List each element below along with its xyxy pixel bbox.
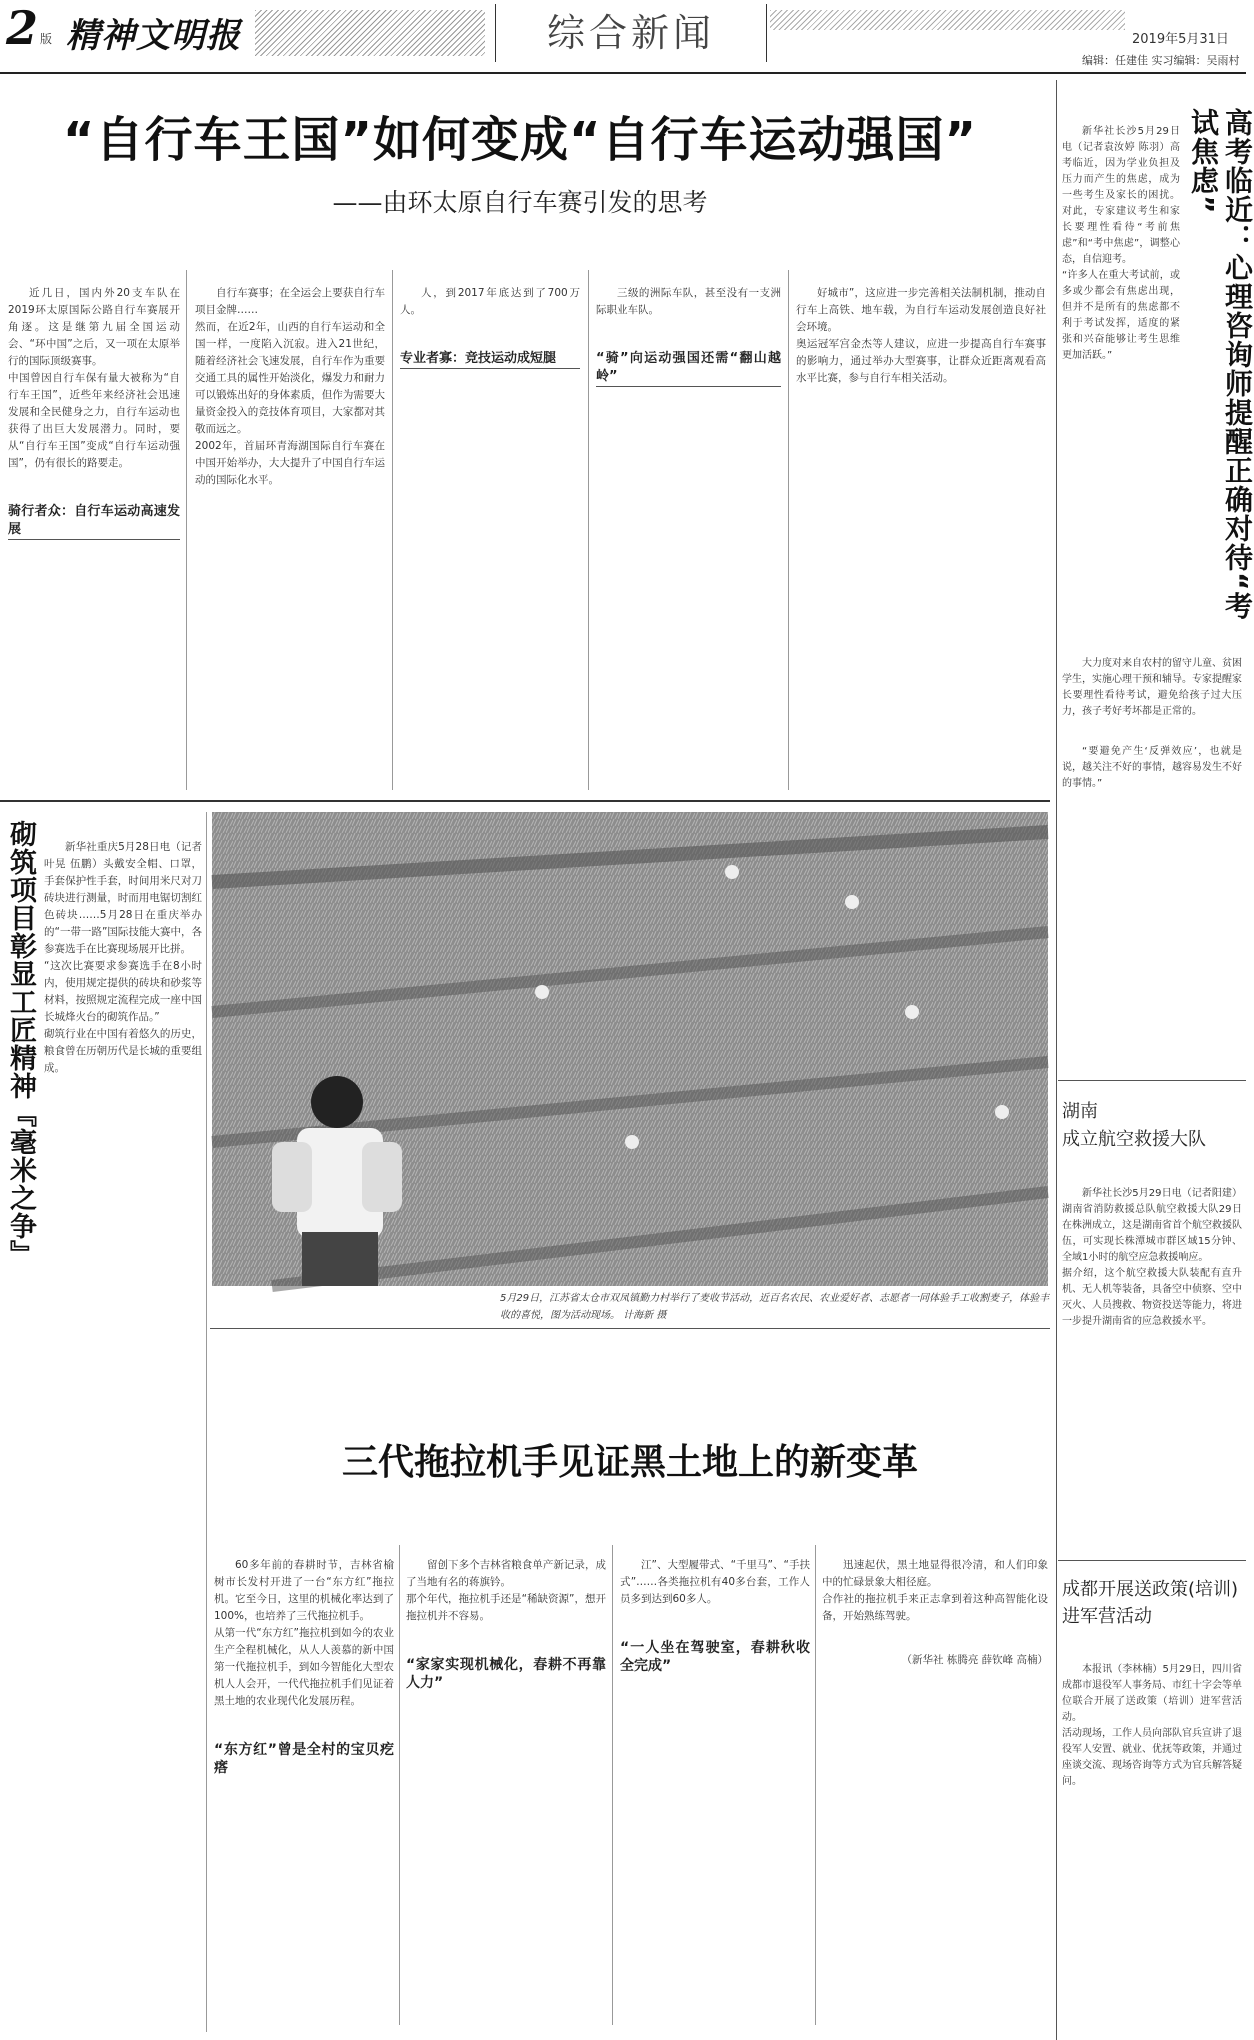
lead-column-1 xyxy=(8,268,180,698)
lead-divider-1 xyxy=(186,270,187,790)
sidebar-middle-quote: “要避免产生‘反弹效应’，也就是说，越关注不好的事情，越容易发生不好的事情。” xyxy=(1062,746,1242,789)
sidebar-middle-text: 大力度对来自农村的留守儿童、贫困学生，实施心理干预和辅导。专家提醒家长要理性看待考试，避免给孩子过大压力，孩子考好考坏都是正常的。 xyxy=(1062,658,1242,717)
section-title: 综合新闻 xyxy=(495,4,767,62)
bottom-subhead-1: “东方红”曾是全村的宝贝疙瘩 xyxy=(214,1742,394,1776)
masthead-rule xyxy=(0,72,1246,74)
bottom-byline: （新华社 栋腾亮 薛钦峰 高楠） xyxy=(901,1654,1048,1666)
lead-column-4-text: 三级的洲际车队，甚至没有一支洲际职业车队。 xyxy=(596,287,781,316)
photo-illustration xyxy=(212,812,1048,1286)
bottom-column-1 xyxy=(214,1540,394,2020)
bottom-column-1-text: 60多年前的春耕时节，吉林省榆树市长发村开进了一台“东方红”拖拉机。它至今日，这里的机械化率达到了100%，也培养了三代拖拉机手。 从第一代“东方红”拖拉机到如今的农业生产全程机械化，从人人羡慕的新中国第一代拖拉机手，到如今智能化大型农机人人会开，一代代拖拉机手们见证着黑土地的农业现代化发展历程。 xyxy=(214,1559,394,1707)
left-feature-body xyxy=(44,822,202,2022)
lead-column-4 xyxy=(596,268,781,788)
lead-subtitle: ——由环太原自行车赛引发的思考 xyxy=(332,188,708,217)
page-number-suffix: 版 xyxy=(40,32,53,46)
chengdu-body xyxy=(1062,1646,1242,2026)
sidebar-rule-2 xyxy=(1058,1560,1246,1561)
bottom-column-3-text: 江”、大型履带式、“千里马”、“手扶式”……各类拖拉机有40多台套，工作人员多到达到60多人。 xyxy=(620,1559,810,1605)
bottom-divider-3 xyxy=(815,1545,816,2025)
hunan-headline: 湖南 成立航空救援大队 xyxy=(1062,1101,1206,1150)
bottom-top-rule xyxy=(210,1328,1050,1329)
lead-column-2 xyxy=(195,268,385,788)
masthead-stripes xyxy=(255,10,485,56)
lead-column-3 xyxy=(400,268,580,788)
lead-subhead-2: 专业者寡：竞技运动成短腿 xyxy=(400,350,580,369)
lead-column-1-text: 近几日，国内外20支车队在2019环太原国际公路自行车赛展开角逐。这是继第九届全国运动会、“环中国”之后，又一项在太原举行的国际顶级赛事。 中国曾因自行车保有量大被称为“自行车王国”，近些年来经济社会迅速发展和全民健身之力，自行车运动也获得了出巨大发展潜力。同时，要从“自行车王国”变成“自行车运动强国”，仍有很长的路要走。 xyxy=(8,287,180,469)
chengdu-headline: 成都开展送政策(培训)进军营活动 xyxy=(1062,1579,1239,1627)
sidebar-top-body xyxy=(1062,108,1180,628)
masthead-stripes-right xyxy=(770,10,1125,30)
bottom-column-4 xyxy=(822,1540,1048,2020)
chengdu-text: 本报讯（李林楠）5月29日，四川省成都市退役军人事务局、市红十字会等单位联合开展了送政策（培训）进军营活动。 活动现场，工作人员向部队官兵宣讲了退役军人安置、就业、优抚等政策，并通过座谈交流、现场咨询等方式为官兵解答疑问。 xyxy=(1062,1664,1242,1787)
bottom-column-4-text: 迅速起伏，黑土地显得很冷清，和人们印象中的忙碌景象大相径庭。 合作社的拖拉机手来正志拿到着这种高智能化设备，开始熟练驾驶。 xyxy=(822,1559,1048,1622)
sidebar-rule-1 xyxy=(1058,1080,1246,1081)
lead-subhead-3: “骑”向运动强国还需“翻山越岭” xyxy=(596,350,781,387)
hunan-body xyxy=(1062,1170,1242,1530)
lead-column-5 xyxy=(796,268,1046,788)
lead-column-2-text: 自行车赛事；在全运会上要获自行车项目金牌…… 然而，在近2年，山西的自行车运动和全国一样，一度陷入沉寂。进入21世纪，随着经济社会飞速发展，自行车作为重要交通工具的属性开始淡化，爆发力和耐力可以锻炼出好的身体素质，但作为需要大量资金投入的竞技体育项目，大家都对其敬而远之。 2002年，首届环青海湖国际自行车赛在中国开始举办，大大提升了中国自行车运动的国际化水平。 xyxy=(195,287,385,486)
lead-headline: “自行车王国”如何变成“自行车运动强国” xyxy=(62,112,978,168)
bottom-subhead-3: “一人坐在驾驶室，春耕秋收全完成” xyxy=(620,1640,810,1674)
left-feature-headline: 砌筑项目彰显工匠精神『毫米之争』 xyxy=(5,820,36,1268)
lead-column-3-text: 人，到2017年底达到了700万人。 xyxy=(400,287,580,316)
lead-divider-2 xyxy=(392,270,393,790)
editor-credits: 编辑：任建佳 实习编辑：吴雨村 xyxy=(1082,54,1240,67)
bottom-divider-1 xyxy=(399,1545,400,2025)
bottom-headline: 三代拖拉机手见证黑土地上的新变革 xyxy=(341,1442,918,1483)
page-number: 2 xyxy=(6,1,39,55)
lead-bottom-rule xyxy=(0,800,1050,802)
hunan-text: 新华社长沙5月29日电（记者阳建）湖南省消防救援总队航空救援大队29日在株洲成立，这是湖南省首个航空救援队伍，可实现长株潭城市群区域15分钟、全域1小时的航空应急救援响应。 据介绍，这个航空救援大队装配有直升机、无人机等装备，具备空中侦察、空中灭火、人员搜救、物资投送等能力，将进一步提升湖南省的应急救援水平。 xyxy=(1062,1188,1242,1327)
sidebar-top-headline: 高考临近：心理咨询师提醒正确对待“考试焦虑” xyxy=(1187,108,1254,621)
bottom-column-2 xyxy=(406,1540,606,2020)
lead-subhead-1: 骑行者众：自行车运动高速发展 xyxy=(8,503,180,540)
news-photo xyxy=(212,812,1048,1286)
sidebar-middle-body xyxy=(1062,640,1242,1040)
left-feature-text: 新华社重庆5月28日电（记者叶晃 伍鹏）头戴安全帽、口罩，手套保护性手套，时间用米尺对刀砖块进行测量，时而用电锯切割红色砖块……5月28日在重庆举办的“一带一路”国际技能大赛中，各参赛选手在比赛现场展开比拼。 “这次比赛要求参赛选手在8小时内，使用规定提供的砖块和砂浆等材料，按照规定流程完成一座中国长城烽火台的砌筑作品。” 砌筑行业在中国有着悠久的历史，粮食曾在历朝历代是长城的重要组成。 xyxy=(44,841,202,1074)
left-feature-divider xyxy=(206,812,207,2032)
paper-name: 精神文明报 xyxy=(66,16,241,56)
issue-date: 2019年5月31日 xyxy=(1132,32,1229,47)
sidebar-divider xyxy=(1056,80,1057,2040)
bottom-column-2-text: 留创下多个吉林省粮食单产新记录，成了当地有名的蒋旗钤。 那个年代，拖拉机手还是“稀缺资源”，想开拖拉机并不容易。 xyxy=(406,1559,606,1622)
bottom-subhead-2: “家家实现机械化，春耕不再靠人力” xyxy=(406,1657,606,1691)
sidebar-top-text: 新华社长沙5月29日电（记者袁汝婷 陈羽）高考临近，因为学业负担及压力而产生的焦虑，成为一些考生及家长的困扰。对此，专家建议考生和家长要理性看待“考前焦虑”和“考中焦虑”，调整心态，自信迎考。 “许多人在重大考试前，或多或少都会有焦虑出现，但并不是所有的焦虑都不利于考试发挥，适度的紧张和兴奋能够让考生思维更加活跃。” xyxy=(1062,126,1180,361)
masthead xyxy=(0,0,1246,80)
bottom-column-3 xyxy=(620,1540,810,2020)
lead-divider-4 xyxy=(788,270,789,790)
bottom-divider-2 xyxy=(612,1545,613,2025)
photo-caption: 5月29日，江苏省太仓市双凤镇勤力村举行了麦收节活动，近百名农民、农业爱好者、志愿者一同体验手工收割麦子，体验丰收的喜悦，图为活动现场。 计海新 摄 xyxy=(500,1293,1050,1321)
lead-column-5-text: 好城市”，这应进一步完善相关法制机制，推动自行车上高铁、地车载，为自行车运动发展创造良好社会环境。 奥运冠军宫金杰等人建议，应进一步提高自行车赛事的影响力，通过举办大型赛事，让群众近距离观看高水平比赛，参与自行车相关活动。 xyxy=(796,287,1046,384)
lead-divider-3 xyxy=(588,270,589,790)
